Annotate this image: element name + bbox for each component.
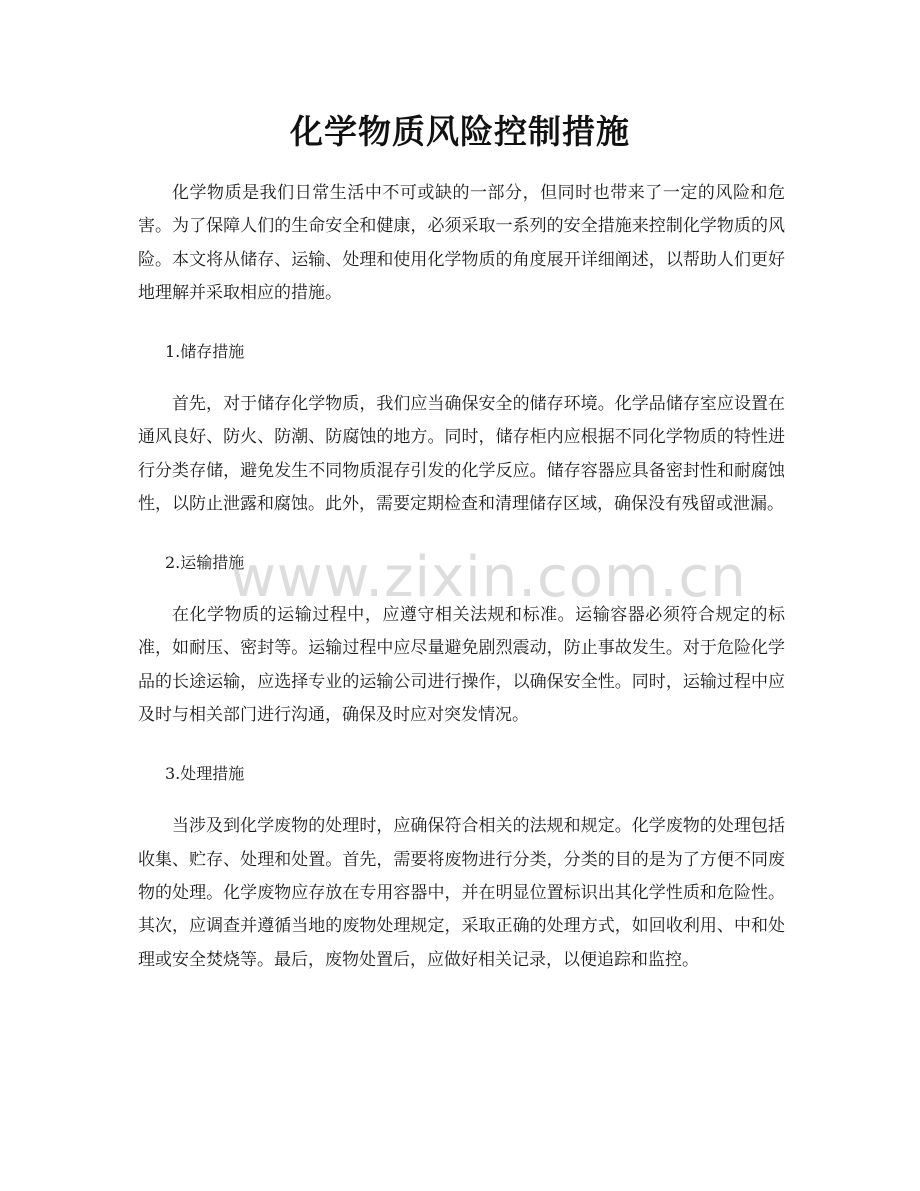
page-title: 化学物质风险控制措施 bbox=[290, 112, 630, 151]
section-heading-transport: 2.运输措施 bbox=[165, 552, 245, 572]
spacer bbox=[138, 733, 785, 757]
document-body bbox=[138, 177, 785, 977]
section-text-disposal: 当涉及到化学废物的处理时，应确保符合相关的法规和规定。化学废物的处理包括收集、贮存、处理和处置。首先，需要将废物进行分类，分类的目的是为了方便不同废物的处理。化学废物应存放在专用容器中，并在明显位置标识出其化学性质和危险性。其次，应调查并遵循当地的废物处理规定，采取正确的处理方式，如回收利用、中和处理或安全焚烧等。最后，废物处置后，应做好相关记录，以便追踪和监控。 bbox=[138, 816, 785, 970]
section-heading-disposal: 3.处理措施 bbox=[165, 763, 245, 783]
section-text-storage: 首先，对于储存化学物质，我们应当确保安全的储存环境。化学品储存室应设置在通风良好、防火、防潮、防腐蚀的地方。同时，储存柜内应根据不同化学物质的特性进行分类存储，避免发生不同物质混存引发的化学反应。储存容器应具备密封性和耐腐蚀性，以防止泄露和腐蚀。此外，需要定期检查和清理储存区域，确保没有残留或泄漏。 bbox=[138, 394, 785, 515]
section-heading-storage: 1.储存措施 bbox=[165, 341, 245, 361]
spacer bbox=[138, 790, 785, 810]
spacer bbox=[138, 522, 785, 546]
spacer bbox=[138, 368, 785, 388]
spacer bbox=[138, 311, 785, 335]
intro-paragraph: 化学物质是我们日常生活中不可或缺的一部分，但同时也带来了一定的风险和危害。为了保障人们的生命安全和健康，必须采取一系列的安全措施来控制化学物质的风险。本文将从储存、运输、处理和使用化学物质的角度展开详细阐述，以帮助人们更好地理解并采取相应的措施。 bbox=[138, 183, 785, 304]
spacer bbox=[138, 579, 785, 599]
section-text-transport: 在化学物质的运输过程中，应遵守相关法规和标准。运输容器必须符合规定的标准，如耐压、密封等。运输过程中应尽量避免剧烈震动，防止事故发生。对于危险化学品的长途运输，应选择专业的运输公司进行操作，以确保安全性。同时，运输过程中应及时与相关部门进行沟通，确保及时应对突发情况。 bbox=[138, 605, 785, 726]
watermark: www.zixin.com.cn bbox=[230, 545, 747, 610]
